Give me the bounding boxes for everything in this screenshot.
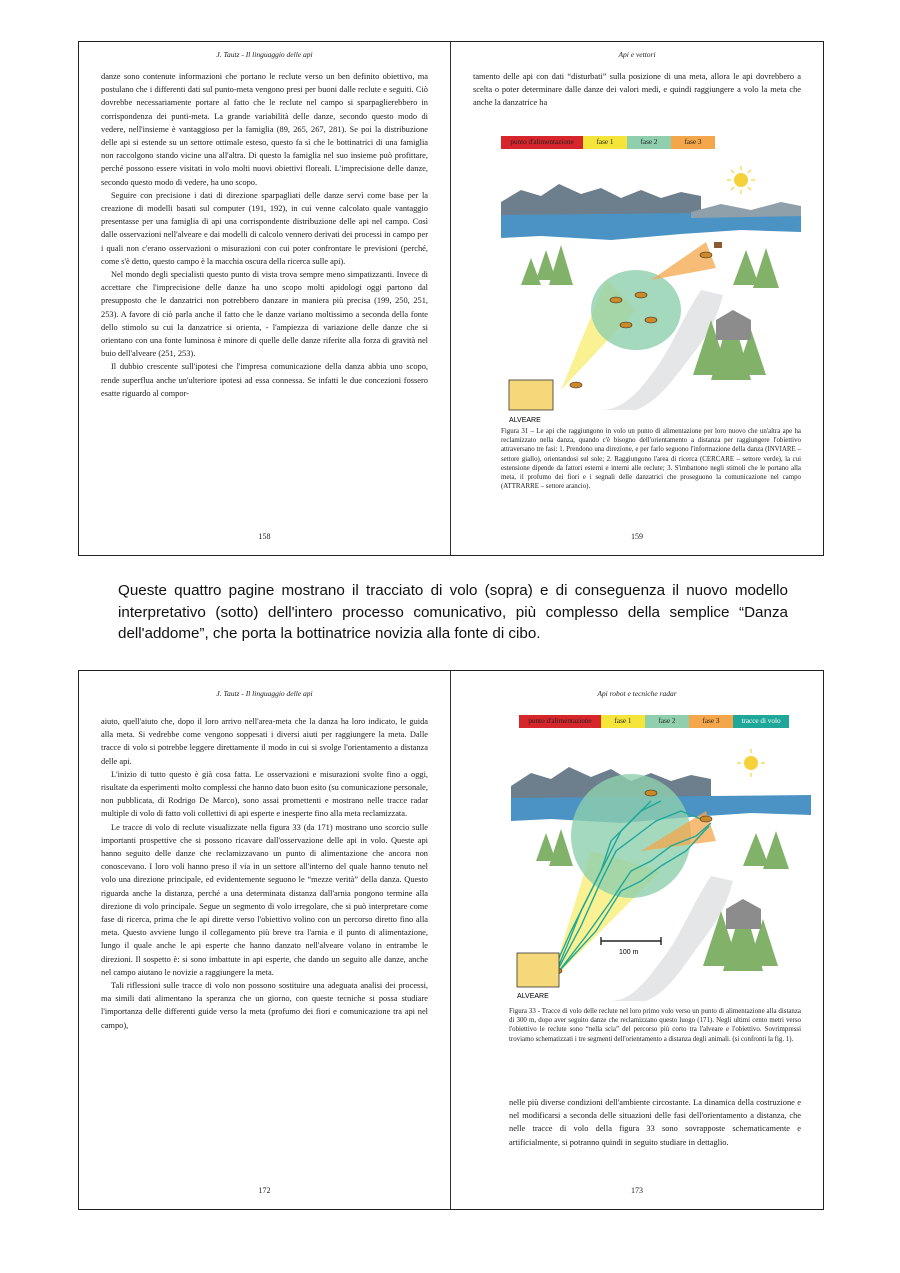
- paragraph: Tali riflessioni sulle tracce di volo non possono sostituire una adeguata analisi dei processi, ma simili dati alimentano la speranza che un giorno, con queste tecniche si possa studiare l'importanza delle differenti guide verso la meta (profumo dei fiori e comunicazione tra api nel campo),: [101, 981, 428, 1030]
- page-172: [79, 671, 451, 1209]
- paragraph: danze sono contenute informazioni che portano le reclute verso un ben definito obiettivo, ma postulano che i differenti dati sul punto-meta vengono presi per buoni dalle reclute e seguiti. Ciò dovrebbe necessariamente portare al fatto che le reclute nel campo si sparpaglierebbero in corrispondenza dei punti-meta. La grande variabilità delle danze, secondo questo modo di vedere, nell'insieme è vantaggioso per la famiglia (89, 265, 267, 281). Se poi la distribuzione delle api si estende su un settore ottimale esteso, questo fa sì che le bottinatrici di una famiglia non raccolgono stando vicine una all'altra. Di questo la famiglia nel suo insieme può profittare, perché possono essere visitati in volo molti nuovi obiettivi floreali. L'imprecisione delle danze, secondo questo modo di vedere, ha uno scopo.: [101, 72, 428, 187]
- paragraph: L'inizio di tutto questo è già cosa fatta. Le osservazioni e misurazioni svolte fino a oggi, risultate da esperimenti molto complessi che hanno dato buon esito (su comunicazione personale, non pubblicata, di Rodrigo De Marco), sono assai promettenti e mostrano nelle tracce radar multiple di volo di fatto voli collettivi di api esperte e inesperte fino alla meta reclamizzata.: [101, 769, 428, 819]
- legend-phase-2: fase 2: [645, 715, 689, 728]
- hive-label: ALVEARE: [509, 417, 541, 424]
- phase-3-sector: [651, 242, 716, 280]
- legend-feeding-point: punto d'alimentazione: [501, 136, 583, 149]
- hive-icon: [509, 380, 553, 410]
- running-head: J. Tautz - Il linguaggio delle api: [216, 50, 313, 59]
- feeding-point-icon: [714, 242, 722, 248]
- scale-label: 100 m: [619, 949, 639, 956]
- paragraph: Nel mondo degli specialisti questo punto di vista trova sempre meno simpatizzanti. Invece di accettare che l'imprecisione delle danze ha uno scopo molti apidologi oggi partono dal presupposto che le danzatrici non potrebbero danzare in maniera più precisa (199, 250, 251, 253). A favore di ciò parla anche il fatto che le danze variano moltissimo a seconda della fonte dello stimolo su cui la danzatrice si orienta, - l'ampiezza di variazione delle danze che si orientano con una fonte luminosa è minore di quelle delle danze riferite alla forza di gravità nel buio dell'alveare (251, 253).: [101, 270, 428, 359]
- paragraph: Il dubbio crescente sull'ipotesi che l'impresa comunicazione della danza abbia uno scopo, rende superflua anche un'ulteriore ipotesi ad essa connessa. Se infatti le due concezioni fossero esatte riguardo al compor-: [101, 362, 428, 398]
- barn-icon: [726, 899, 761, 929]
- page-158: [79, 42, 451, 555]
- sun-icon: [734, 173, 748, 187]
- paragraph: Seguire con precisione i dati di direzione sparpagliati delle danze servì come base per la creazione di modelli basati sul computer (191, 192), in cui venne calcolato quale vantaggio presentasse per una famiglia di api una corrispondente distribuzione delle api nel campo. Così dalle osservazioni nell'alveare e dai modelli di calcolo vennero derivati dei processi in campo per i quali non c'erano osservazioni o misurazioni con cui poter confrontare le previsioni (perché, come s'è detto, questo campo è la macchia oscura della ricerca sulle api).: [101, 190, 428, 266]
- page-body: [101, 70, 428, 400]
- phase-2-search-area: [591, 270, 681, 350]
- legend-phase-2: fase 2: [627, 136, 671, 149]
- page-body: [101, 715, 428, 1032]
- figure-33-illustration: [511, 741, 811, 1001]
- phase-legend: [519, 715, 789, 728]
- legend-flight-tracks: tracce di volo: [733, 715, 789, 728]
- legend-phase-3: fase 3: [671, 136, 715, 149]
- top-book-spread: [78, 41, 824, 556]
- far-hills: [691, 202, 801, 218]
- paragraph: Le tracce di volo di reclute visualizzate nella figura 33 (da 171) mostrano uno scorcio sulle importanti prospettive che si possono ricavare dall'osservazione delle api in volo. Queste api hanno seguito delle danze che reclamizzavano un punto di alimentazione che ancora non conoscevano. I loro voli hanno preso il via in un settore all'interno del quale hanno tenuto nel volo una direzione principale, ed evidentemente seguono le “mezze verità” della danza. Questo riguarda anche la distanza, perché a una determinata distanza dall'arnia pongono termine alla direzione di volo principale. Segue un segmento di volo irregolare, che si può interpretare come fase di ricerca, prima che le api dirette verso l'obiettivo volino con un percorso diretto fino alla meta. Questo avviene lungo il collegamento più breve tra l'arnia e il punto di alimentazione, lungo il quale anche le api esperte che hanno danzato nell'alveare volano in entrambe le direzioni. Il sospetto è: si sono imbattute in api esperte, che dando un seguito alle danze, anche nel campo aiutano le novizie a raggiungere la meta.: [101, 822, 428, 977]
- page-body: [473, 70, 801, 110]
- page-173: [451, 671, 823, 1209]
- paragraph: tamento delle api con dati “disturbati” sulla posizione di una meta, allora le api dovrebbero a scelta o poter determinare dalle danze dei valori medi, e quindi raggiungere a volo la meta che anche la danzatrice ha: [473, 72, 801, 108]
- page-body: [509, 1096, 801, 1149]
- legend-phase-1: fase 1: [601, 715, 645, 728]
- page-number: 172: [258, 1186, 271, 1195]
- page-number: 159: [631, 532, 643, 541]
- page-159: [451, 42, 823, 555]
- legend-feeding-point: punto d'alimentazione: [519, 715, 601, 728]
- barn-icon: [716, 310, 751, 340]
- paragraph: aiuto, quell'aiuto che, dopo il loro arrivo nell'area-meta che la danza ha loro indicato, le guida alla meta. Si vedrebbe come vengono soppesati i diversi aiuti per raggiungere la meta. Dalle tracce di volo si potrebbe leggere direttamente il modo in cui si svolge l'orientamento a distanza delle api.: [101, 717, 428, 766]
- paragraph: nelle più diverse condizioni dell'ambiente circostante. La dinamica della costruzione e nel modificarsi a seconda delle situazioni delle fasi dell'orientamento a distanza, che nelle tracce di volo della figura 33 sono sovrapposte schematicamente e artificialmente, si potranno quindi in seguito studiare in dettaglio.: [509, 1098, 801, 1147]
- legend-phase-3: fase 3: [689, 715, 733, 728]
- running-head: J. Tautz - Il linguaggio delle api: [216, 689, 313, 698]
- hive-label: ALVEARE: [517, 993, 549, 1000]
- sun-icon: [744, 756, 758, 770]
- mountains: [501, 184, 701, 216]
- running-head: Api e vettori: [618, 50, 656, 59]
- hive-icon: [517, 953, 559, 987]
- running-head: Api robot e tecniche radar: [597, 689, 677, 698]
- interlude-text: Queste quattro pagine mostrano il tracciato di volo (sopra) e di conseguenza il nuovo modello interpretativo (sotto) dell'intero processo comunicativo, più complesso della semplice “Danza dell'addome”, che porta la bottinatrice novizia alla fonte di cibo.: [118, 582, 788, 642]
- figure-31-illustration: [501, 160, 801, 424]
- legend-phase-1: fase 1: [583, 136, 627, 149]
- figure-31-caption: Figura 31 – Le api che raggiungono in volo un punto di alimentazione per loro nuovo che un'altra ape ha reclamizzato nella danza, quando c'è bisogno dell'orientamento a distanza per raggiungere l'obiettivo attraversano tre fasi: 1. Prendono una direzione, e per farlo seguono l'informazione della danza (INVIARE – settore giallo), orientandosi sul sole; 2. Raggiungono l'area di ricerca (CERCARE – settore verde), la cui estensione dipende da fattori esterni e interni alle reclute; 3. S'imbattono negli stimoli che le portano alla meta, il profumo dei fiori e i segnali delle danzatrici che proseguono la comunicazione nel campo (ATTRARRE – settore arancio).: [501, 428, 801, 491]
- page-number: 173: [631, 1186, 643, 1195]
- phase-legend: [501, 136, 715, 149]
- page-number: 158: [258, 532, 271, 541]
- figure-33-caption: Figura 33 - Tracce di volo delle reclute nel loro primo volo verso un punto di alimentazione alla distanza di 300 m, dopo aver seguito danze che reclamizzano questo luogo (171). Negli ultimi cento metri verso l'obiettivo le reclute sono “nella scia” del percorso più corto tra l'alveare e l'obiettivo. Sovrimpressi troviamo schematizzati i tre segmenti dell'orientamento a distanza degli animali. (si confronti la fig. 1).: [509, 1008, 801, 1043]
- bottom-book-spread: [78, 670, 824, 1210]
